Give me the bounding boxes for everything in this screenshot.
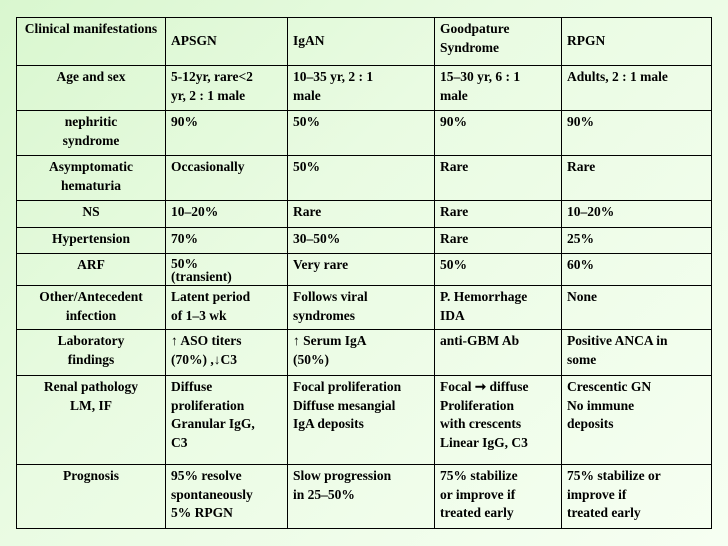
table-row-age-sex	[17, 66, 712, 111]
cell-igan: Rare	[288, 201, 435, 228]
header-cell-manifestations: Clinical manifestations	[17, 18, 166, 66]
cell-apsgn: 70%	[166, 228, 288, 254]
table-row-laboratory	[17, 330, 712, 376]
table-row-hypertension	[17, 228, 712, 254]
cell-apsgn: Latent period of 1–3 wk	[166, 286, 288, 330]
cell-igan: Focal proliferation Diffuse mesangial IgA deposits	[288, 376, 435, 465]
cell-apsgn: 90%	[166, 111, 288, 156]
header-cell-goodpasture: Goodpature Syndrome	[435, 18, 562, 66]
table-row-ns	[17, 201, 712, 228]
cell-igan: ↑ Serum IgA (50%)	[288, 330, 435, 376]
header-cell-igan: IgAN	[288, 18, 435, 66]
header-cell-rpgn: RPGN	[562, 18, 712, 66]
row-label-ns: NS	[17, 201, 166, 228]
cell-igan: Very rare	[288, 254, 435, 286]
cell-igan: Slow progression in 25–50%	[288, 465, 435, 529]
table-row-renal-pathology	[17, 376, 712, 465]
row-label-nephritic: nephritic syndrome	[17, 111, 166, 156]
table-row-prognosis	[17, 465, 712, 529]
table-row-nephritic	[17, 111, 712, 156]
cell-apsgn: ↑ ASO titers (70%) ,↓C3	[166, 330, 288, 376]
cell-goodpasture: Rare	[435, 228, 562, 254]
cell-rpgn: 25%	[562, 228, 712, 254]
cell-igan: 30–50%	[288, 228, 435, 254]
cell-goodpasture: anti-GBM Ab	[435, 330, 562, 376]
row-label-arf: ARF	[17, 254, 166, 286]
row-label-renal-pathology: Renal pathology LM, IF	[17, 376, 166, 465]
row-label-prognosis: Prognosis	[17, 465, 166, 529]
cell-goodpasture: 50%	[435, 254, 562, 286]
cell-goodpasture: Rare	[435, 201, 562, 228]
cell-igan: 50%	[288, 111, 435, 156]
cell-goodpasture: Rare	[435, 156, 562, 201]
cell-igan: 50%	[288, 156, 435, 201]
row-label-antecedent: Other/Antecedent infection	[17, 286, 166, 330]
row-label-hypertension: Hypertension	[17, 228, 166, 254]
header-cell-apsgn: APSGN	[166, 18, 288, 66]
cell-apsgn: 5-12yr, rare<2 yr, 2 : 1 male	[166, 66, 288, 111]
cell-rpgn: Rare	[562, 156, 712, 201]
cell-goodpasture: Focal ➞ diffuse Proliferation with crescents Linear IgG, C3	[435, 376, 562, 465]
cell-apsgn: 10–20%	[166, 201, 288, 228]
cell-rpgn: 75% stabilize or improve if treated early	[562, 465, 712, 529]
cell-igan: Follows viral syndromes	[288, 286, 435, 330]
cell-rpgn: Adults, 2 : 1 male	[562, 66, 712, 111]
cell-apsgn: Occasionally	[166, 156, 288, 201]
cell-goodpasture: 15–30 yr, 6 : 1 male	[435, 66, 562, 111]
cell-apsgn: 50% (transient)	[166, 254, 288, 286]
cell-rpgn: Crescentic GN No immune deposits	[562, 376, 712, 465]
table-row-arf	[17, 254, 712, 286]
cell-igan: 10–35 yr, 2 : 1 male	[288, 66, 435, 111]
cell-goodpasture: 90%	[435, 111, 562, 156]
cell-rpgn: Positive ANCA in some	[562, 330, 712, 376]
table-row-hematuria	[17, 156, 712, 201]
header-row	[17, 18, 712, 66]
row-label-hematuria: Asymptomatic hematuria	[17, 156, 166, 201]
cell-goodpasture: 75% stabilize or improve if treated early	[435, 465, 562, 529]
cell-rpgn: 10–20%	[562, 201, 712, 228]
row-label-laboratory: Laboratory findings	[17, 330, 166, 376]
cell-rpgn: 90%	[562, 111, 712, 156]
cell-goodpasture: P. Hemorrhage IDA	[435, 286, 562, 330]
row-label-age-sex: Age and sex	[17, 66, 166, 111]
cell-apsgn: 95% resolve spontaneously 5% RPGN	[166, 465, 288, 529]
cell-apsgn: Diffuse proliferation Granular IgG, C3	[166, 376, 288, 465]
table-row-antecedent	[17, 286, 712, 330]
cell-rpgn: None	[562, 286, 712, 330]
clinical-comparison-table	[16, 17, 712, 529]
cell-rpgn: 60%	[562, 254, 712, 286]
